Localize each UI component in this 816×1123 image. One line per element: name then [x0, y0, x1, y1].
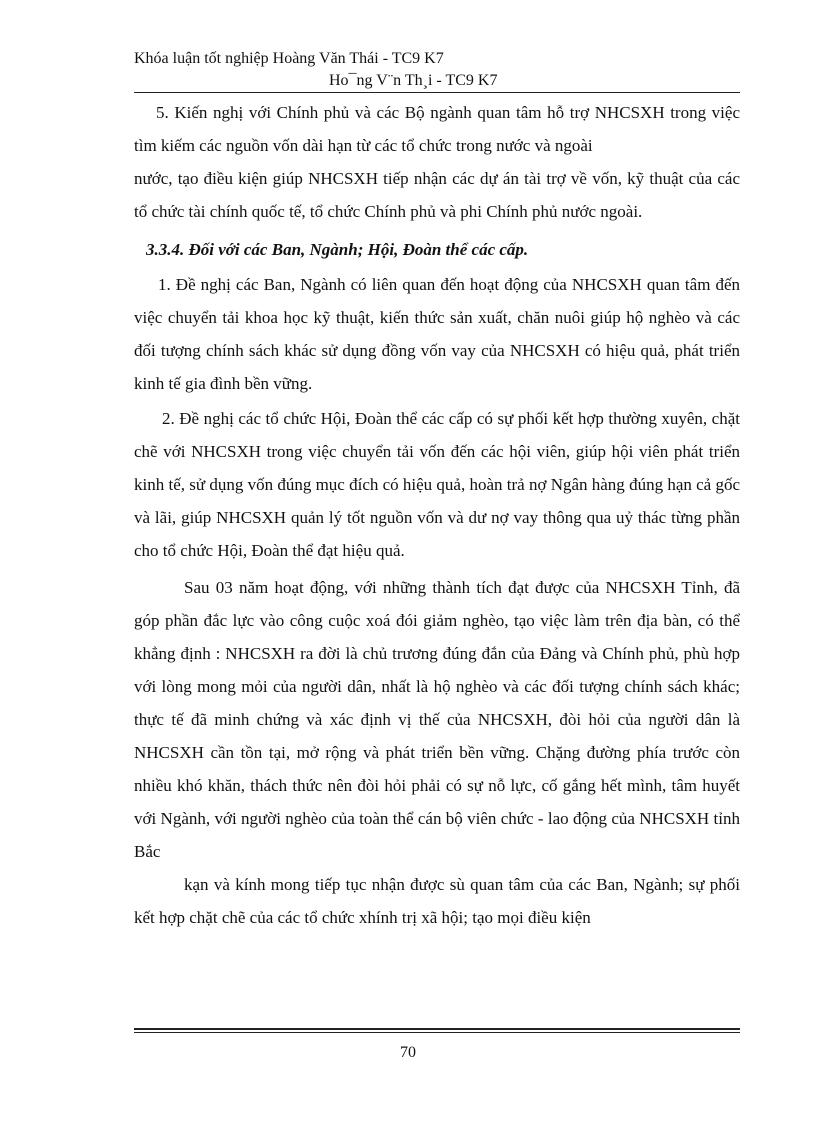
section-heading: 3.3.4. Đối với các Ban, Ngành; Hội, Đoàn thể các cấp. [146, 240, 529, 259]
paragraph-conclusion: Sau 03 năm hoạt động, với những thành tích đạt được của NHCSXH Tỉnh, đã góp phần đắc lực vào công cuộc xoá đói giảm nghèo, tạo việc làm trên địa bàn, có thể khẳng định : NHCSXH ra đời là chủ trương đúng đắn của Đảng và Chính phủ, phù hợp với lòng mong mỏi của người dân, nhất là hộ nghèo và các đối tượng chính sách khác; thực tế đã minh chứng và xác định vị thế của NHCSXH, đòi hỏi của người dân là NHCSXH cần tồn tại, mở rộng và phát triển bền vững. Chặng đường phía trước còn nhiều khó khăn, thách thức nên đòi hỏi phải có sự nỗ lực, cố gắng hết mình, tâm huyết với Ngành, với người nghèo của toàn thể cán bộ viên chức - lao động của NHCSXH tỉnh Bắc [134, 578, 740, 861]
page-body [134, 96, 740, 934]
paragraph-recommendation-5: 5. Kiến nghị với Chính phủ và các Bộ ngành quan tâm hỗ trợ NHCSXH trong việc tìm kiếm các nguồn vốn dài hạn từ các tổ chức trong nước và ngoài [134, 103, 740, 155]
paragraph-proposal-1: 1. Đề nghị các Ban, Ngành có liên quan đến hoạt động của NHCSXH quan tâm đến việc chuyển tải khoa học kỹ thuật, kiến thức sản xuất, chăn nuôi giúp hộ nghèo và các đối tượng chính sách khác sử dụng đồng vốn vay của NHCSXH có hiệu quả, phát triển kinh tế gia đình bền vững. [134, 275, 740, 393]
page-header [134, 48, 754, 92]
paragraph-conclusion-continued: kạn và kính mong tiếp tục nhận được sù quan tâm của các Ban, Ngành; sự phối kết hợp chặt chẽ của các tổ chức xhính trị xã hội; tạo mọi điều kiện [134, 875, 740, 927]
footer-divider-thin [134, 1032, 740, 1033]
header-divider [134, 92, 740, 93]
paragraph-recommendation-5-continued: nước, tạo điều kiện giúp NHCSXH tiếp nhận các dự án tài trợ về vốn, kỹ thuật của các tổ chức tài chính quốc tế, tổ chức Chính phủ và phi Chính phủ nước ngoài. [134, 169, 740, 221]
header-title-line: Khóa luận tốt nghiệp Hoàng Văn Thái - TC9 K7 [134, 50, 444, 67]
paragraph-proposal-2: 2. Đề nghị các tổ chức Hội, Đoàn thể các cấp có sự phối kết hợp thường xuyên, chặt chẽ với NHCSXH trong việc chuyển tải vốn đến các hội viên, giúp hội viên phát triển kinh tế, sử dụng vốn đúng mục đích có hiệu quả, hoàn trả nợ Ngân hàng đúng hạn cả gốc và lãi, giúp NHCSXH quản lý tốt nguồn vốn và dư nợ vay thông qua uỷ thác từng phần cho tổ chức Hội, Đoàn thể đạt hiệu quả. [134, 409, 740, 560]
page-number: 70 [400, 1044, 416, 1061]
header-author-line: Ho¯ng V¨n Th¸i - TC9 K7 [329, 72, 498, 89]
footer-divider-thick [134, 1028, 740, 1030]
